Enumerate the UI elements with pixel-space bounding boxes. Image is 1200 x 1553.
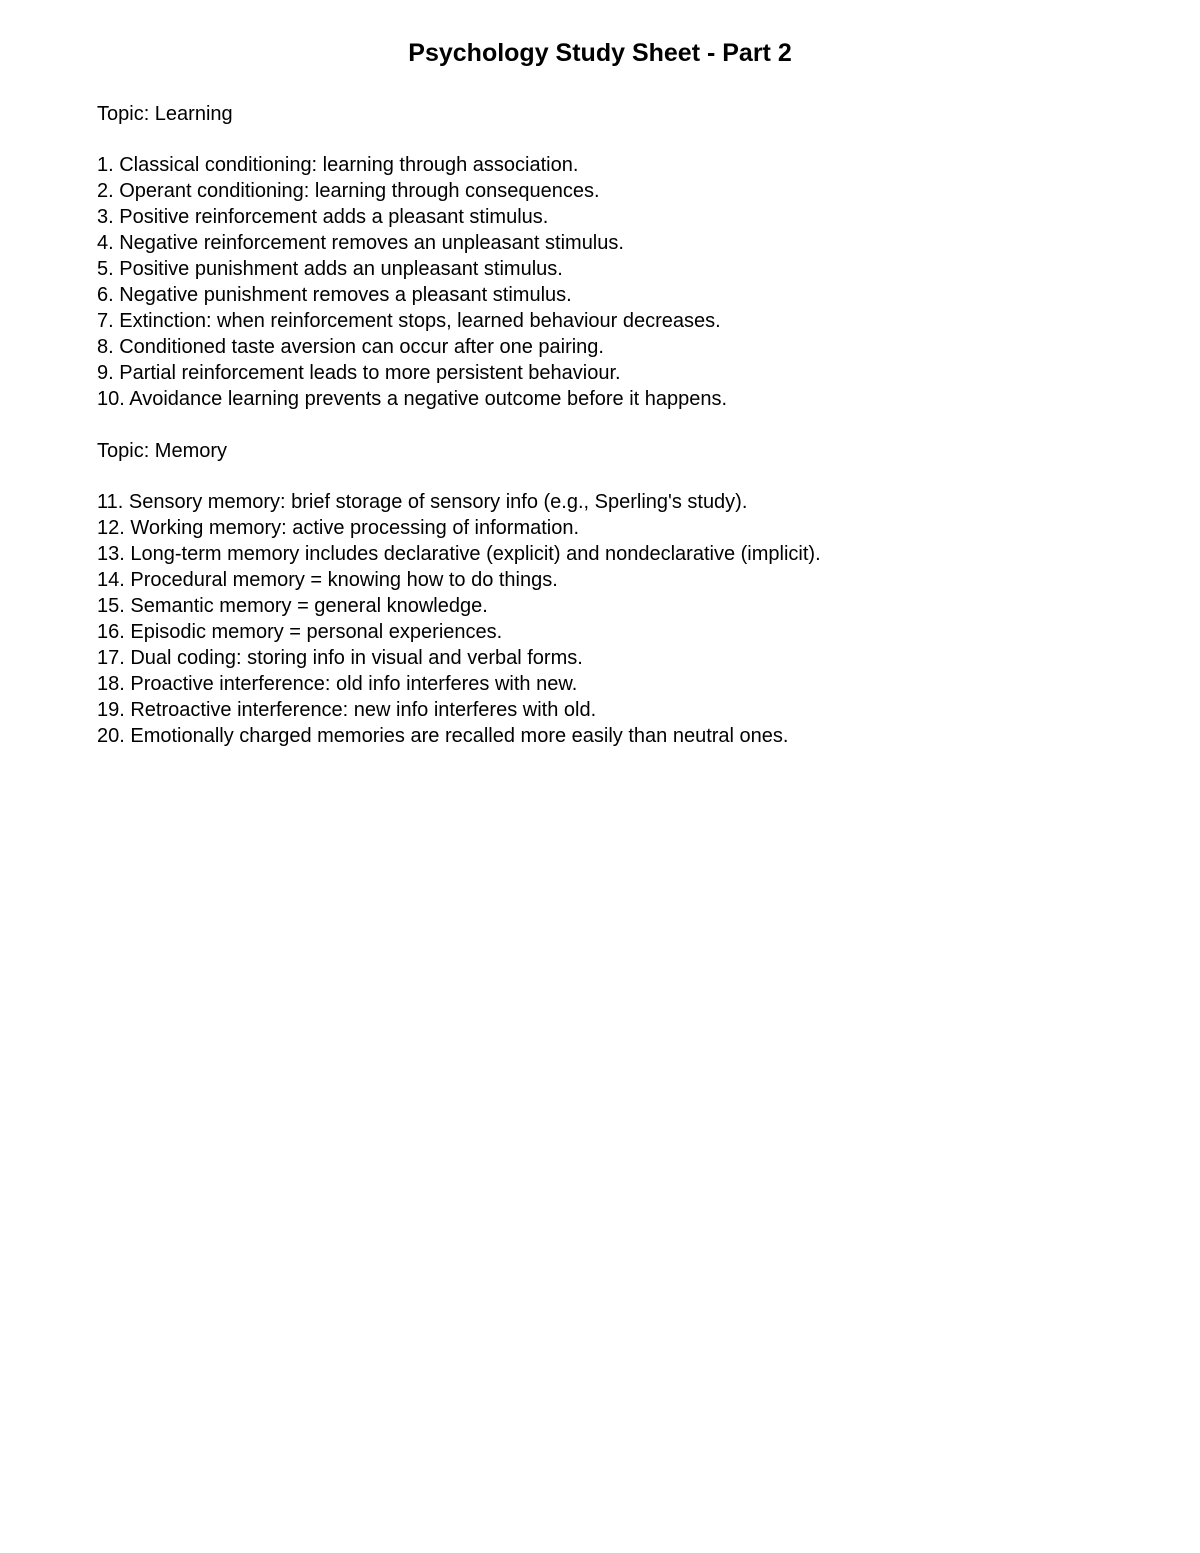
list-item: 11. Sensory memory: brief storage of sensory info (e.g., Sperling's study). (97, 491, 748, 513)
list-item: 16. Episodic memory = personal experiences. (97, 621, 503, 643)
list-item: 8. Conditioned taste aversion can occur after one pairing. (97, 336, 604, 358)
list-item: 7. Extinction: when reinforcement stops, learned behaviour decreases. (97, 310, 721, 332)
section-heading-memory: Topic: Memory (97, 440, 228, 462)
list-item: 9. Partial reinforcement leads to more persistent behaviour. (97, 362, 621, 384)
list-item: 6. Negative punishment removes a pleasant stimulus. (97, 284, 572, 306)
section-memory (97, 438, 1157, 749)
list-item: 14. Procedural memory = knowing how to do things. (97, 569, 558, 591)
list-item: 13. Long-term memory includes declarative (explicit) and nondeclarative (implicit). (97, 543, 821, 565)
section-heading-learning: Topic: Learning (97, 103, 233, 125)
list-item: 17. Dual coding: storing info in visual and verbal forms. (97, 647, 583, 669)
list-item: 12. Working memory: active processing of information. (97, 517, 580, 539)
list-item: 15. Semantic memory = general knowledge. (97, 595, 488, 617)
list-item: 20. Emotionally charged memories are recalled more easily than neutral ones. (97, 725, 789, 747)
page-title: Psychology Study Sheet - Part 2 (408, 39, 792, 67)
memory-item-list (97, 489, 1157, 749)
learning-item-list (97, 152, 1157, 412)
list-item: 5. Positive punishment adds an unpleasant stimulus. (97, 258, 563, 280)
list-item: 4. Negative reinforcement removes an unpleasant stimulus. (97, 232, 624, 254)
list-item: 2. Operant conditioning: learning through consequences. (97, 180, 600, 202)
list-item: 3. Positive reinforcement adds a pleasant stimulus. (97, 206, 549, 228)
list-item: 19. Retroactive interference: new info interferes with old. (97, 699, 597, 721)
list-item: 10. Avoidance learning prevents a negative outcome before it happens. (97, 388, 728, 410)
list-item: 18. Proactive interference: old info interferes with new. (97, 673, 578, 695)
list-item: 1. Classical conditioning: learning through association. (97, 154, 579, 176)
document-body (97, 101, 1157, 775)
section-learning (97, 101, 1157, 412)
